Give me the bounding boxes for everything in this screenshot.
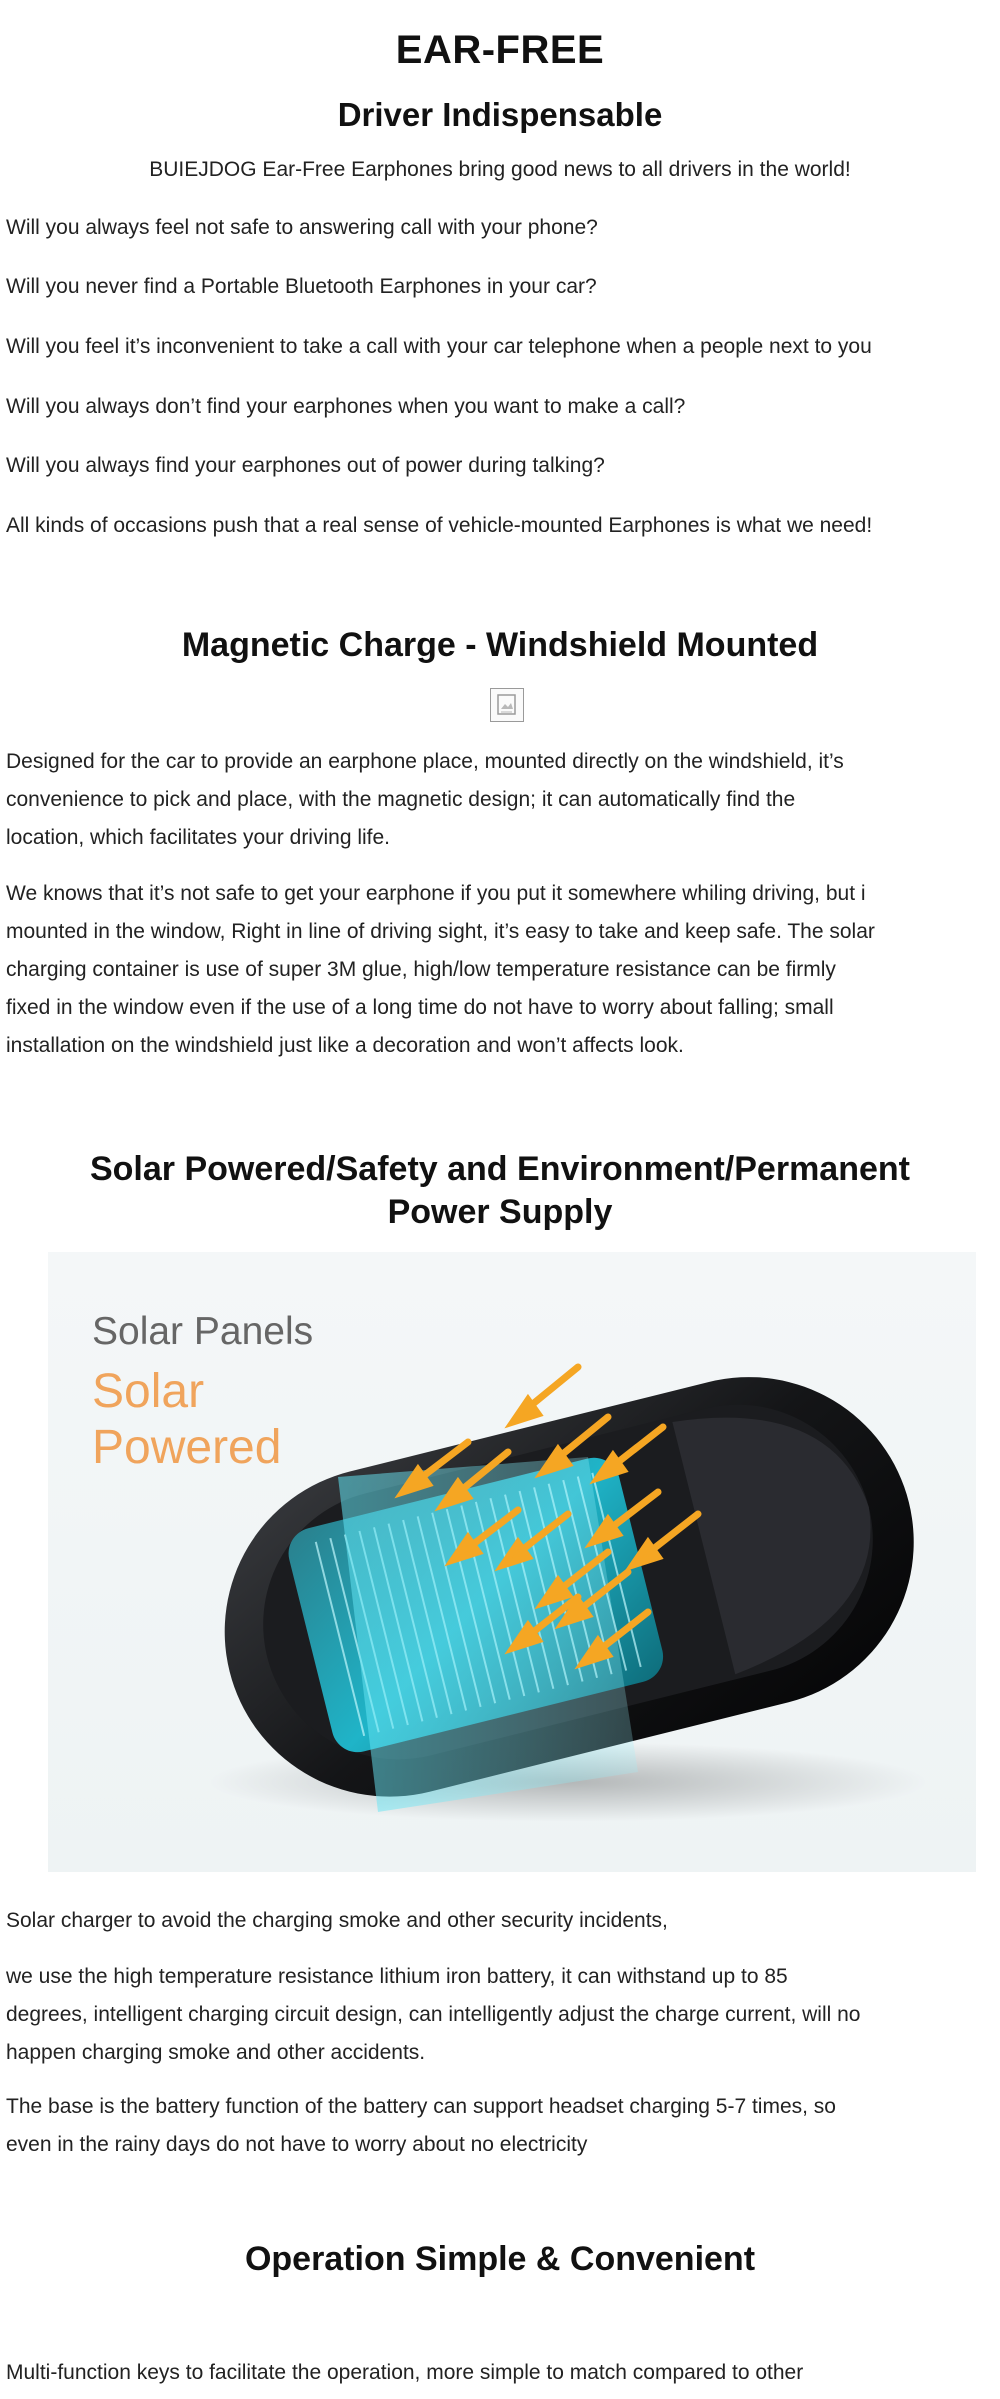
broken-image-icon <box>490 688 524 722</box>
solar-device-illustration <box>48 1252 976 1872</box>
paragraph-line: degrees, intelligent charging circuit design, can intelligently adjust the charge current, will no <box>6 2003 861 2026</box>
page-subtitle: Driver Indispensable <box>337 96 663 133</box>
paragraph-line: even in the rainy days do not have to worry about no electricity <box>6 2133 588 2156</box>
paragraph-line: fixed in the window even if the use of a long time do not have to worry about falling; small <box>6 996 834 1019</box>
magnetic-paragraph-1 <box>6 743 1000 857</box>
magnetic-section-heading: Magnetic Charge - Windshield Mounted <box>181 626 819 664</box>
solar-section-heading-line2: Power Supply <box>387 1192 613 1231</box>
question-item: All kinds of occasions push that a real sense of vehicle-mounted Earphones is what we need! <box>6 514 873 537</box>
paragraph-line: Solar charger to avoid the charging smoke and other security incidents, <box>6 1909 668 1932</box>
operation-section-heading-wrap <box>0 2238 1000 2281</box>
paragraph-line: charging container is use of super 3M glue, high/low temperature resistance can be firmly <box>6 958 836 981</box>
glass-overlay <box>338 1457 638 1812</box>
magnetic-section-heading-wrap <box>0 624 1000 667</box>
paragraph-line: Multi-function keys to facilitate the operation, more simple to match compared to other <box>6 2361 804 2384</box>
paragraph-line: installation on the windshield just like a decoration and won’t affects look. <box>6 1034 684 1057</box>
paragraph-line: convenience to pick and place, with the magnetic design; it can automatically find the <box>6 788 796 811</box>
page-title: EAR-FREE <box>395 28 605 72</box>
magnetic-paragraph-2 <box>6 875 1000 1065</box>
paragraph-line: We knows that it’s not safe to get your earphone if you put it somewhere whiling driving, but i <box>6 882 866 905</box>
paragraph-line: we use the high temperature resistance lithium iron battery, it can withstand up to 85 <box>6 1965 788 1988</box>
solar-paragraph-2 <box>6 1958 1000 2072</box>
paragraph-line: Designed for the car to provide an earphone place, mounted directly on the windshield, it’s <box>6 750 844 773</box>
question-item: Will you always feel not safe to answering call with your phone? <box>6 216 598 239</box>
solar-section-heading-line1: Solar Powered/Safety and Environment/Permanent <box>89 1150 910 1188</box>
solar-label: Solar <box>92 1365 205 1418</box>
solar-paragraph-1 <box>6 1902 1000 1940</box>
operation-paragraph-1 <box>6 2354 1000 2392</box>
paragraph-line: mounted in the window, Right in line of driving sight, it’s easy to take and keep safe. The solar <box>6 920 875 943</box>
question-item: Will you always don’t find your earphones when you want to make a call? <box>6 395 686 418</box>
question-item: Will you feel it’s inconvenient to take a call with your car telephone when a people next to you <box>6 335 872 358</box>
question-item: Will you never find a Portable Bluetooth Earphones in your car? <box>6 275 597 298</box>
paragraph-line: happen charging smoke and other accidents. <box>6 2041 426 2064</box>
powered-label: Powered <box>92 1421 282 1474</box>
solar-paragraph-3 <box>6 2088 1000 2164</box>
paragraph-line: The base is the battery function of the battery can support headset charging 5-7 times, so <box>6 2095 836 2118</box>
paragraph-line: location, which facilitates your driving life. <box>6 826 391 849</box>
intro-text: BUIEJDOG Ear-Free Earphones bring good news to all drivers in the world! <box>149 158 851 181</box>
operation-section-heading: Operation Simple & Convenient <box>244 2240 756 2278</box>
solar-section-heading-wrap <box>0 1148 1000 1233</box>
solar-charger-product-image <box>48 1252 976 1872</box>
question-item: Will you always find your earphones out of power during talking? <box>6 454 605 477</box>
solar-panels-label: Solar Panels <box>92 1310 314 1353</box>
